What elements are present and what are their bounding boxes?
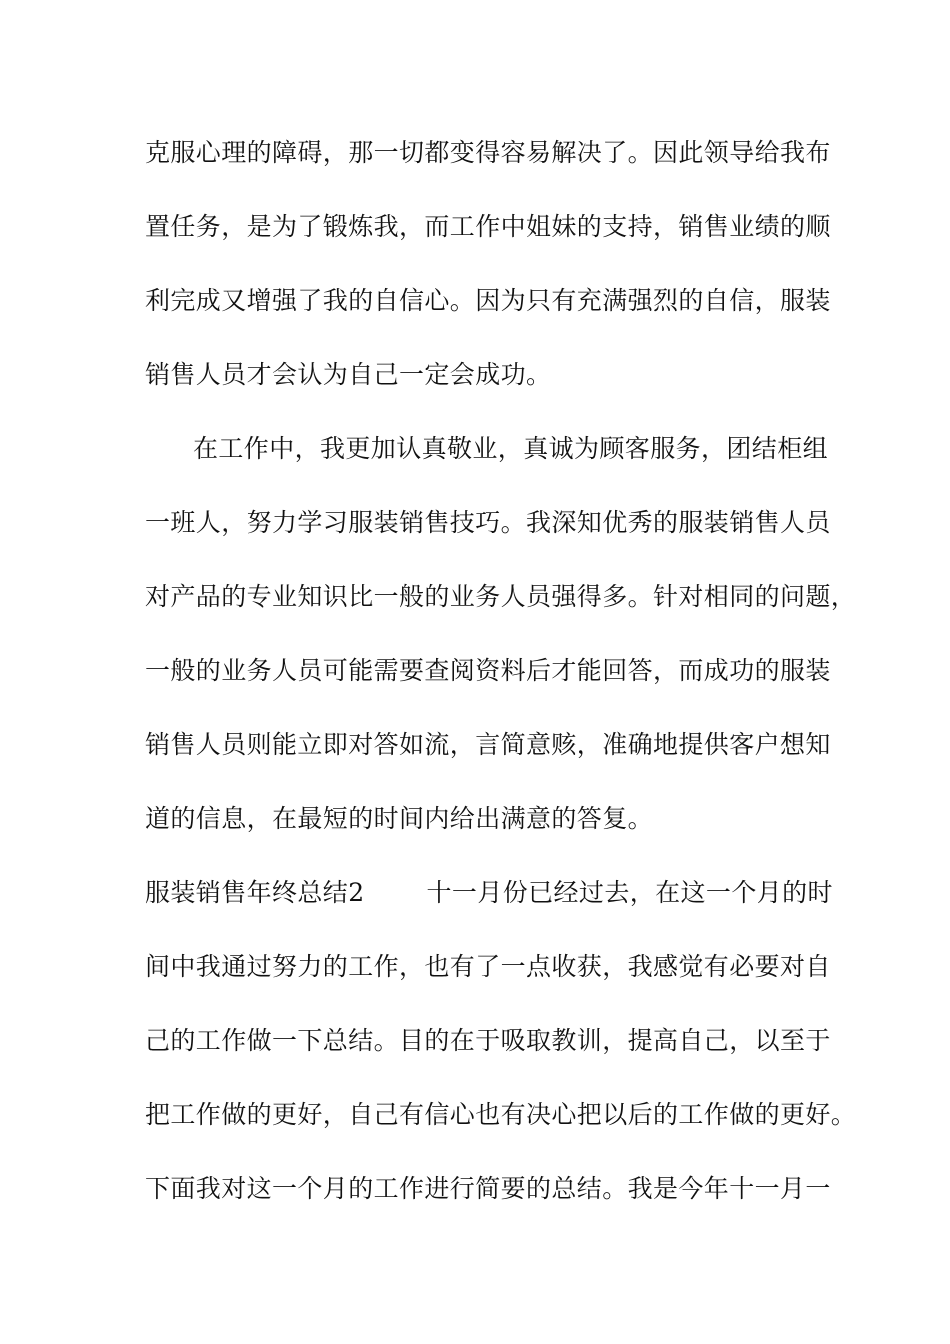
text-line: 在工作中，我更加认真敬业，真诚为顾客服务，团结柜组 — [193, 434, 829, 463]
text-line: 把工作做的更好，自己有信心也有决心把以后的工作做的更好。 — [145, 1100, 857, 1129]
text-line: 销售人员则能立即对答如流，言简意赅，准确地提供客户想知 — [145, 730, 831, 759]
text-line: 利完成又增强了我的自信心。因为只有充满强烈的自信，服装 — [145, 286, 831, 315]
text-line: 己的工作做一下总结。目的在于吸取教训，提高自己，以至于 — [145, 1026, 831, 1055]
text-line: 间中我通过努力的工作，也有了一点收获，我感觉有必要对自 — [145, 952, 831, 981]
section-text: 十一月份已经过去，在这一个月的时 — [426, 878, 833, 907]
section-title: 服装销售年终总结2 — [145, 878, 365, 907]
text-line: 道的信息，在最短的时间内给出满意的答复。 — [145, 804, 654, 833]
text-line: 一般的业务人员可能需要查阅资料后才能回答，而成功的服装 — [145, 656, 831, 685]
heading-line — [145, 873, 845, 913]
text-line: 对产品的专业知识比一般的业务人员强得多。针对相同的问题， — [145, 582, 857, 611]
text-line: 下面我对这一个月的工作进行简要的总结。我是今年十一月一 — [145, 1174, 831, 1203]
text-line: 置任务，是为了锻炼我，而工作中姐妹的支持，销售业绩的顺 — [145, 212, 831, 241]
text-line: 销售人员才会认为自己一定会成功。 — [145, 360, 552, 389]
text-line: 一班人，努力学习服装销售技巧。我深知优秀的服装销售人员 — [145, 508, 831, 537]
text-line: 克服心理的障碍，那一切都变得容易解决了。因此领导给我布 — [145, 138, 831, 167]
